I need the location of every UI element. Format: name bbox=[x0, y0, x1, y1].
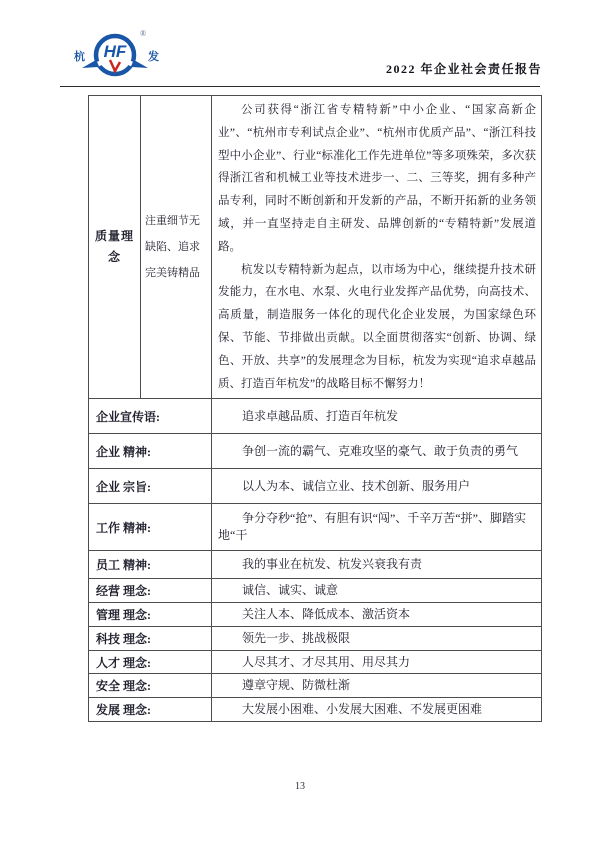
row-value: 追求卓越品质、打造百年杭发 bbox=[212, 399, 542, 434]
table-row bbox=[89, 434, 542, 469]
report-title: 2022 年企业社会责任报告 bbox=[385, 62, 542, 76]
quality-motto: 注重细节无缺陷、追求完美铸精品 bbox=[141, 96, 212, 399]
row-value: 争分夺秒“抢”、有胆有识“闯”、千辛万苦“拼”、脚踏实地“干 bbox=[212, 504, 542, 551]
quality-label: 质量理念 bbox=[89, 96, 141, 399]
table-row bbox=[89, 551, 542, 579]
quality-paragraph-1: 公司获得“浙江省专精特新”中小企业、“国家高新企业”、“杭州市专利试点企业”、“杭州市优质产品”、“浙江科技型中小企业”、行业“标准化工作先进单位”等多项殊荣，多次获得浙江省和机械工业等技术进步一、二、三等奖，拥有多种产品专利，同时不断创新和开发新的产品，不断开拓新的业务领域，并一直坚持走自主研发、品牌创新的“专精特新”发展道路。 bbox=[218, 104, 536, 253]
row-value: 遵章守规、防微杜渐 bbox=[212, 674, 542, 698]
row-label: 经营 理念: bbox=[89, 579, 212, 603]
row-label: 工作 精神: bbox=[89, 504, 212, 551]
table-row bbox=[89, 399, 542, 434]
table-row bbox=[89, 698, 542, 722]
row-label: 员工 精神: bbox=[89, 551, 212, 579]
table-row bbox=[89, 674, 542, 698]
header-rule bbox=[60, 86, 540, 87]
table-row bbox=[89, 579, 542, 603]
row-label: 人才 理念: bbox=[89, 651, 212, 674]
table-row bbox=[89, 603, 542, 627]
row-label: 安全 理念: bbox=[89, 674, 212, 698]
quality-paragraph-2: 杭发以专精特新为起点，以市场为中心，继续提升技术研发能力，在水电、水泵、火电行业发挥产品优势，向高技术、高质量，制造服务一体化的现代化企业发展，为国家绿色环保、节能、节排做出贡献。以全面贯彻落实“创新、协调、绿色、开放、共享”的发展理念为目标，杭发为实现“追求卓越品质、打造百年杭发”的战略目标不懈努力！ bbox=[218, 263, 536, 390]
logo-char-left: 杭 bbox=[74, 51, 85, 63]
row-value: 我的事业在杭发、杭发兴衰我有责 bbox=[212, 551, 542, 579]
table-row bbox=[89, 504, 542, 551]
table-row bbox=[89, 627, 542, 651]
logo-char-right: 发 bbox=[148, 51, 159, 63]
row-label: 科技 理念: bbox=[89, 627, 212, 651]
table-row bbox=[89, 469, 542, 504]
table-row bbox=[89, 651, 542, 674]
row-label: 管理 理念: bbox=[89, 603, 212, 627]
page-number: 13 bbox=[295, 781, 305, 792]
row-label: 企业 精神: bbox=[89, 434, 212, 469]
row-value: 诚信、诚实、诚意 bbox=[212, 579, 542, 603]
row-value: 关注人本、降低成本、激活资本 bbox=[212, 603, 542, 627]
row-value: 以人为本、诚信立业、技术创新、服务用户 bbox=[212, 469, 542, 504]
row-value: 人尽其才、才尽其用、用尽其力 bbox=[212, 651, 542, 674]
company-logo bbox=[60, 24, 170, 86]
quality-text-cell bbox=[212, 96, 542, 399]
philosophy-table bbox=[88, 95, 542, 722]
row-label: 发展 理念: bbox=[89, 698, 212, 722]
quality-row bbox=[89, 96, 542, 399]
row-label: 企业宣传语: bbox=[89, 399, 212, 434]
row-value: 领先一步、挑战极限 bbox=[212, 627, 542, 651]
row-value: 大发展小困难、小发展大困难、不发展更困难 bbox=[212, 698, 542, 722]
row-value: 争创一流的霸气、克难攻坚的豪气、敢于负责的勇气 bbox=[212, 434, 542, 469]
row-label: 企业 宗旨: bbox=[89, 469, 212, 504]
registered-mark-icon: ® bbox=[140, 29, 147, 38]
logo-monogram: HF bbox=[103, 42, 127, 61]
